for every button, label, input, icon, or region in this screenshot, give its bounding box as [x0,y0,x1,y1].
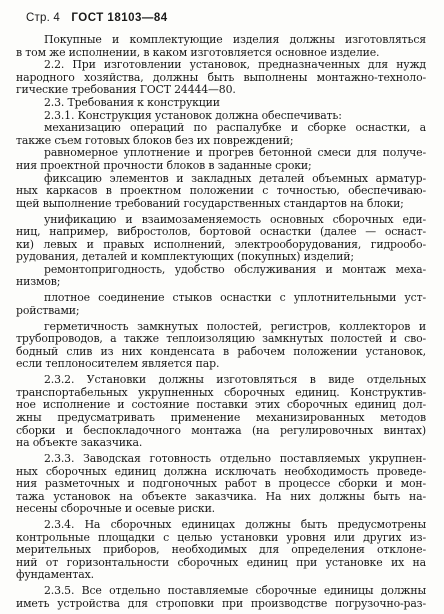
text-line: ное исполнение и состояние поставки этих сборочных единиц дол- [16,399,426,412]
text-line: бодный слив из них конденсата в рабочем положении установок, [16,345,426,358]
text-line: транспортабельных укрупненных сборочных единиц. Конструктив- [16,386,426,399]
text-line: щей выполнение требований государственных стандартов на блоки; [16,197,404,210]
text-line: фиксацию элементов и закладных деталей объемных арматур- [44,172,426,185]
text-line: 2.3.3. Заводская готовность отдельно поставляемых укрупнен- [44,452,426,465]
text-line: ния разметочных и подгоночных работ в процессе сборки и мон- [16,478,426,491]
text-line: ниц, например, вибростолов, бортовой оснастки (далее — оснаст- [16,226,426,239]
document-body [16,34,426,610]
standard-designation: ГОСТ 18103—84 [71,12,168,24]
text-line: 2.3. Требования к конструкции [44,96,220,109]
text-line: ремонтопригодность, удобство обслуживания и монтаж меха- [44,263,426,276]
text-line: на объекте заказчика. [16,437,143,450]
text-line: несены сборочные и осевые риски. [16,503,215,516]
text-line: 2.3.1. Конструкция установок должна обеспечивать: [44,109,342,122]
text-line: 2.3.4. На сборочных единицах должны быть предусмотрены [44,519,426,532]
text-line: 2.2. При изготовлении установок, предназначенных для нужд [44,59,426,72]
text-line: гические требования ГОСТ 24444—80. [16,84,236,97]
text-line: трубопроводов, а также теплоизоляцию замкнутых полостей и сво- [16,333,426,346]
text-line: ных сборочных единиц должна исключать необходимость проведе- [16,465,426,478]
text-line: ных каркасов в проектном положении с точностью, обеспечиваю- [16,185,426,198]
text-line: иметь устройства для строповки при производстве погрузочно-раз- [16,597,426,610]
text-line: 2.3.5. Все отдельно поставляемые сборочные единицы должны [44,585,426,598]
text-line: тажа установок на объекте заказчика. На них должны быть на- [16,490,426,503]
text-line: также съем готовых блоков без их повреждений; [16,134,294,147]
page-header [26,12,168,24]
page-number: Стр. 4 [26,12,60,24]
text-line: рудования, деталей и комплектующих (покупных) изделий; [16,251,354,264]
text-line: плотное соединение стыков оснастки с уплотнительными уст- [44,292,426,305]
text-line: Покупные и комплектующие изделия должны изготовляться [44,34,426,46]
text-line: равномерное уплотнение и прогрев бетонной смеси для получе- [44,147,426,160]
text-line: ройствами; [16,304,80,317]
text-line: механизацию операций по распалубке и сборке оснастки, а [44,122,426,135]
text-line: если теплоносителем является пар. [16,358,220,371]
text-line: низмов; [16,276,61,289]
text-line: ния проектной прочности блоков в заданные сроки; [16,159,312,172]
text-line: 2.3.2. Установки должны изготовляться в виде отдельных [44,374,426,387]
text-line: контрольные площадки с целью установки уровня или других из- [16,531,426,544]
text-line: унификацию и взаимозаменяемость основных сборочных еди- [44,213,426,226]
text-line: ки) левых и правых исполнений, электрооборудования, гидрообо- [16,238,426,251]
text-line: сборки и беспокладочного монтажа (на регулировочных винтах) [16,424,426,437]
text-line: герметичность замкнутых полостей, регистров, коллекторов и [44,320,426,333]
text-line: мерительных приборов, необходимых для определения отклоне- [16,544,426,557]
text-line: народного хозяйства, должны быть выполнены монтажно-техноло- [16,71,426,84]
text-line: фундаментах. [16,569,94,582]
text-line: ний от горизонтальности сборочных единиц при установке их на [16,556,426,569]
text-line: в том же исполнении, в каком изготовляется основное изделие. [16,46,380,59]
text-line: жны предусматривать применение механизированных методов [16,411,426,424]
